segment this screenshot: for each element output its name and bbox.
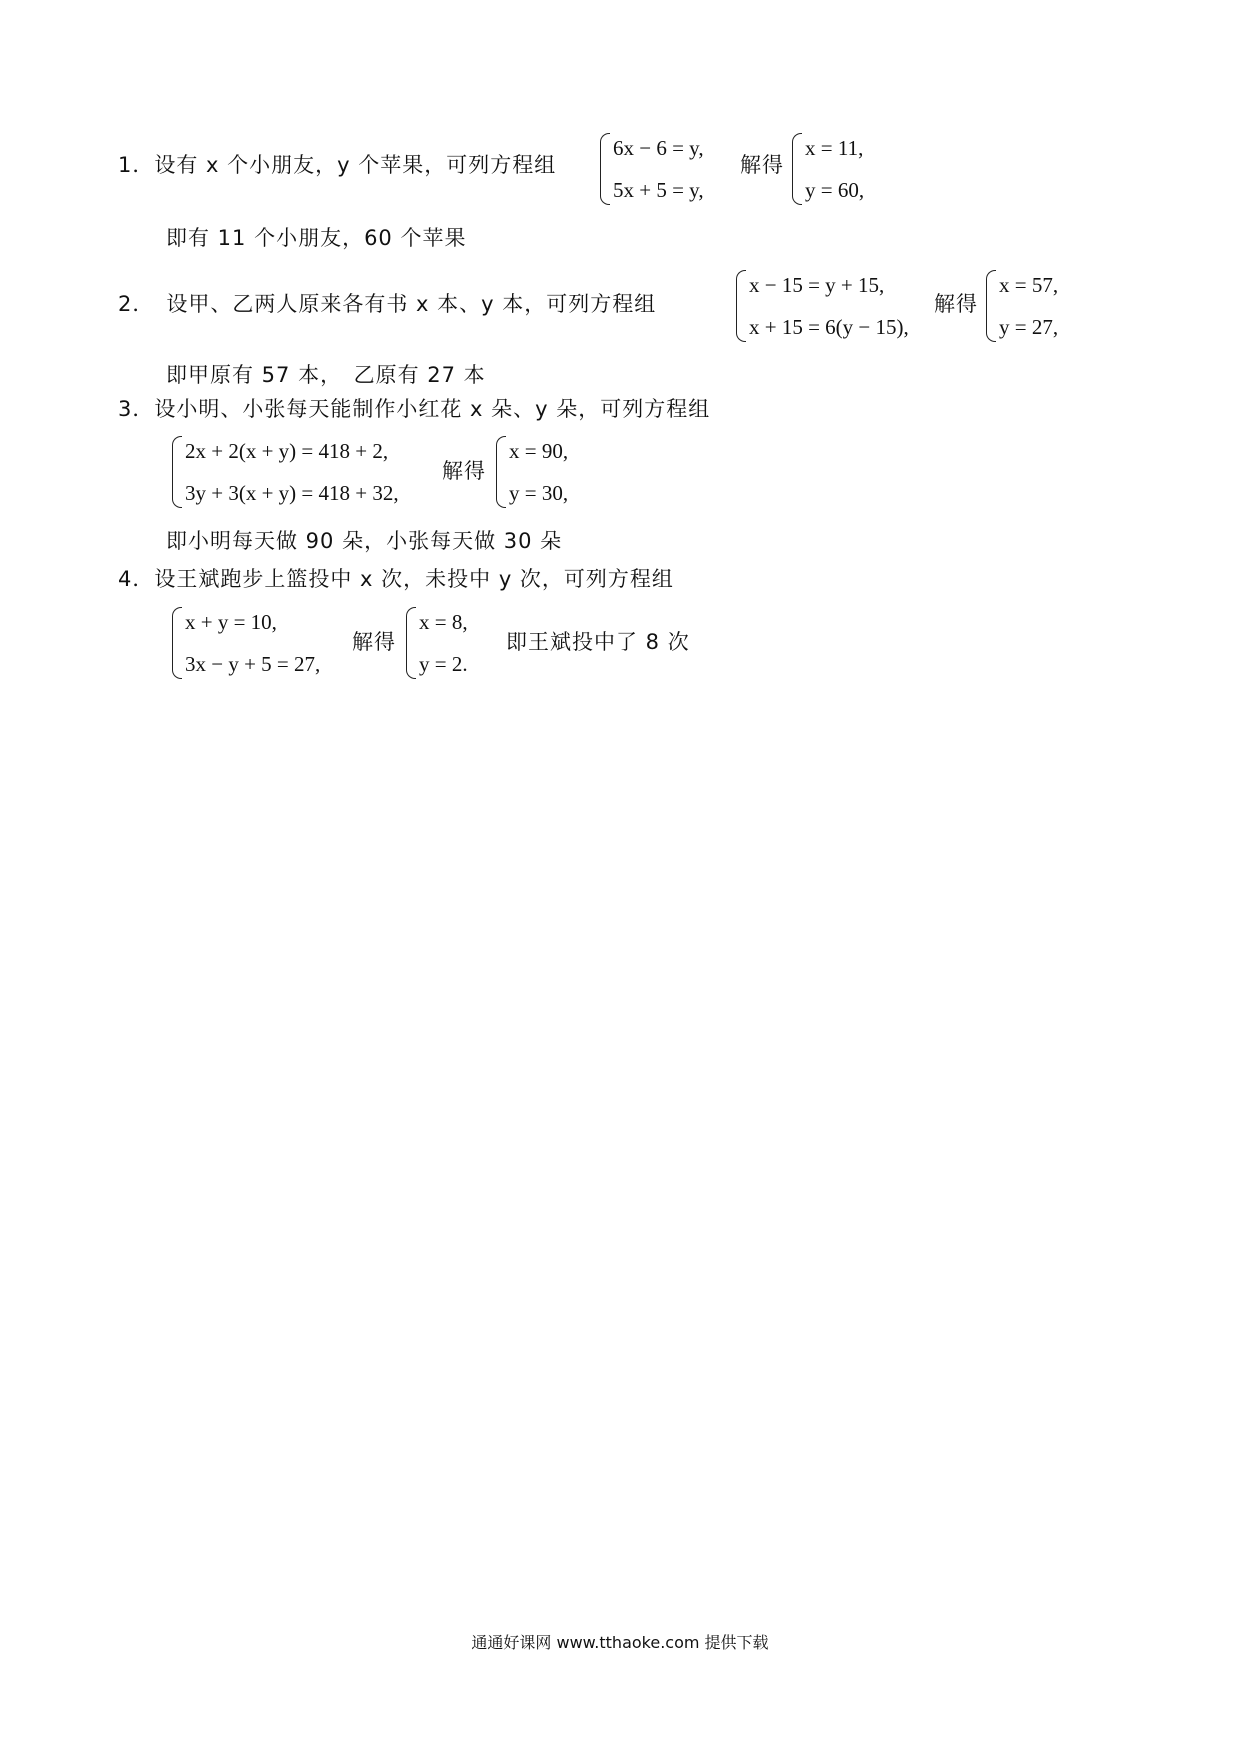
brace-icon	[600, 133, 610, 205]
equation: y = 60,	[805, 178, 865, 202]
problem-2-system	[736, 270, 909, 342]
equation: x = 8,	[419, 610, 468, 634]
brace-icon	[986, 270, 996, 342]
problem-number: 2．	[118, 292, 155, 316]
equation: 3y + 3(x + y) = 418 + 32,	[185, 481, 399, 505]
brace-icon	[172, 607, 182, 679]
solve-label: 解得	[442, 459, 486, 483]
equation: 5x + 5 = y,	[613, 178, 704, 202]
problem-4-setup: 4．设王斌跑步上篮投中 x 次，未投中 y 次，可列方程组	[118, 567, 674, 591]
solve-label: 解得	[352, 630, 396, 654]
problem-number: 1．	[118, 153, 155, 177]
equation: x = 90,	[509, 439, 569, 463]
brace-icon	[496, 436, 506, 508]
equation: y = 30,	[509, 481, 569, 505]
problem-4-answer: 即王斌投中了 8 次	[506, 630, 690, 654]
brace-icon	[172, 436, 182, 508]
equation: 3x − y + 5 = 27,	[185, 652, 321, 676]
equation: x = 11,	[805, 136, 864, 160]
brace-icon	[792, 133, 802, 205]
problem-1-solution	[792, 133, 864, 205]
problem-3-setup: 3．设小明、小张每天能制作小红花 x 朵、y 朵，可列方程组	[118, 397, 711, 421]
problem-1-setup: 1．设有 x 个小朋友，y 个苹果，可列方程组	[118, 153, 557, 177]
equation: 2x + 2(x + y) = 418 + 2,	[185, 439, 389, 463]
problem-1-system	[600, 133, 704, 205]
problem-2-setup: 2． 设甲、乙两人原来各有书 x 本、y 本，可列方程组	[118, 292, 657, 316]
problem-number: 4．	[118, 567, 155, 591]
problem-3-answer: 即小明每天做 90 朵，小张每天做 30 朵	[166, 529, 563, 553]
problem-number: 3．	[118, 397, 155, 421]
problem-2-answer: 即甲原有 57 本， 乙原有 27 本	[166, 363, 486, 387]
equation: y = 2.	[419, 652, 468, 676]
equation: x + 15 = 6(y − 15),	[749, 315, 909, 339]
equation: 6x − 6 = y,	[613, 136, 704, 160]
page-footer: 通通好课网 www.tthaoke.com 提供下载	[471, 1633, 769, 1652]
brace-icon	[736, 270, 746, 342]
equation: x + y = 10,	[185, 610, 277, 634]
equation: x − 15 = y + 15,	[749, 273, 885, 297]
problem-3-solution	[496, 436, 568, 508]
problem-3-system	[172, 436, 399, 508]
problem-1-answer: 即有 11 个小朋友，60 个苹果	[166, 226, 467, 250]
equation: y = 27,	[999, 315, 1059, 339]
equation: x = 57,	[999, 273, 1059, 297]
brace-icon	[406, 607, 416, 679]
problem-4-system	[172, 607, 320, 679]
solve-label: 解得	[740, 153, 784, 177]
problem-4-solution	[406, 607, 468, 679]
problem-2-solution	[986, 270, 1058, 342]
solve-label: 解得	[934, 292, 978, 316]
